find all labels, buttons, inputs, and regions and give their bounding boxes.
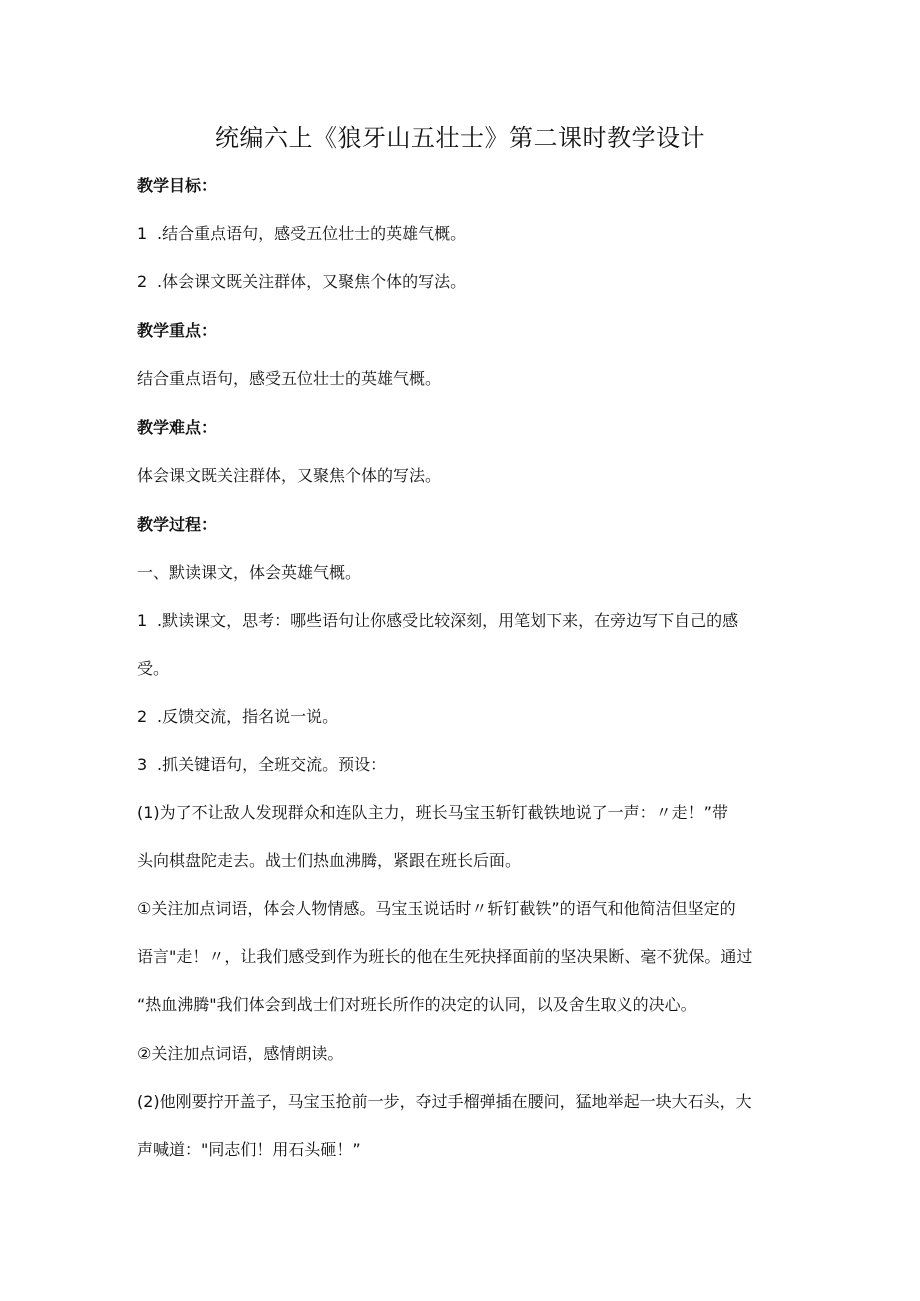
goal-item-2 — [137, 270, 797, 294]
step-1-text: .默读课文，思考：哪些语句让你感受比较深刻，用笔划下来，在旁边写下自己的感 — [157, 611, 739, 630]
difficulty-text: 体会课文既关注群体，又聚焦个体的写法。 — [137, 466, 442, 485]
note-1-line-2: 语言"走！〃，让我们感受到作为班长的他在生死抉择面前的坚决果断、毫不犹保。通过 — [137, 947, 753, 966]
note-1-line-1: ①关注加点词语，体会人物情感。马宝玉说话时〃斩钉截铁”的语气和他简洁但坚定的 — [137, 899, 736, 918]
quote-2-line-1: (2)他刚要拧开盖子，马宝玉抢前一步，夺过手榴弹插在腰问，猛地举起一块大石头，大 — [137, 1092, 752, 1111]
goals-heading: 教学目标： — [137, 176, 218, 195]
step-2-number: 2 — [137, 707, 148, 726]
step-1 — [137, 609, 797, 633]
key-points-text: 结合重点语句，感受五位壮士的英雄气概。 — [137, 369, 442, 388]
page-title: 统编六上《狼牙山五壮士》第二课时教学设计 — [215, 124, 705, 152]
section-1-heading: 一、默读课文，体会英雄气概。 — [137, 563, 362, 582]
step-3-number: 3 — [137, 755, 148, 774]
step-1-number: 1 — [137, 611, 148, 630]
process-heading: 教学过程： — [137, 515, 218, 534]
difficulty-heading: 教学难点： — [137, 418, 218, 437]
quote-1-line-1: (1)为了不让敌人发现群众和连队主力，班长马宝玉斩钉截铁地说了一声：〃走！”带 — [137, 803, 728, 822]
goal-2-text: .体会课文既关注群体，又聚焦个体的写法。 — [157, 272, 467, 291]
goal-item-1 — [137, 222, 797, 246]
goal-1-number: 1 — [137, 224, 148, 243]
goal-2-number: 2 — [137, 272, 148, 291]
step-2-text: .反馈交流，指名说一说。 — [157, 707, 339, 726]
step-1-continuation: 受。 — [137, 659, 170, 678]
step-3-text: .抓关键语句，全班交流。预设： — [157, 755, 387, 774]
step-3 — [137, 753, 797, 777]
quote-2-line-2: 声喊道："同志们！用石头砸！” — [137, 1140, 361, 1159]
note-2: ②关注加点词语，感情朗读。 — [137, 1044, 344, 1063]
quote-1-line-2: 头向棋盘陀走去。战士们热血沸腾，紧跟在班长后面。 — [137, 851, 522, 870]
key-points-heading: 教学重点： — [137, 321, 218, 340]
note-1-line-3: “热血沸腾"我们体会到战士们对班长所作的决定的认同，以及舍生取义的决心。 — [137, 995, 697, 1014]
goal-1-text: .结合重点语句，感受五位壮士的英雄气概。 — [157, 224, 467, 243]
step-2 — [137, 705, 797, 729]
